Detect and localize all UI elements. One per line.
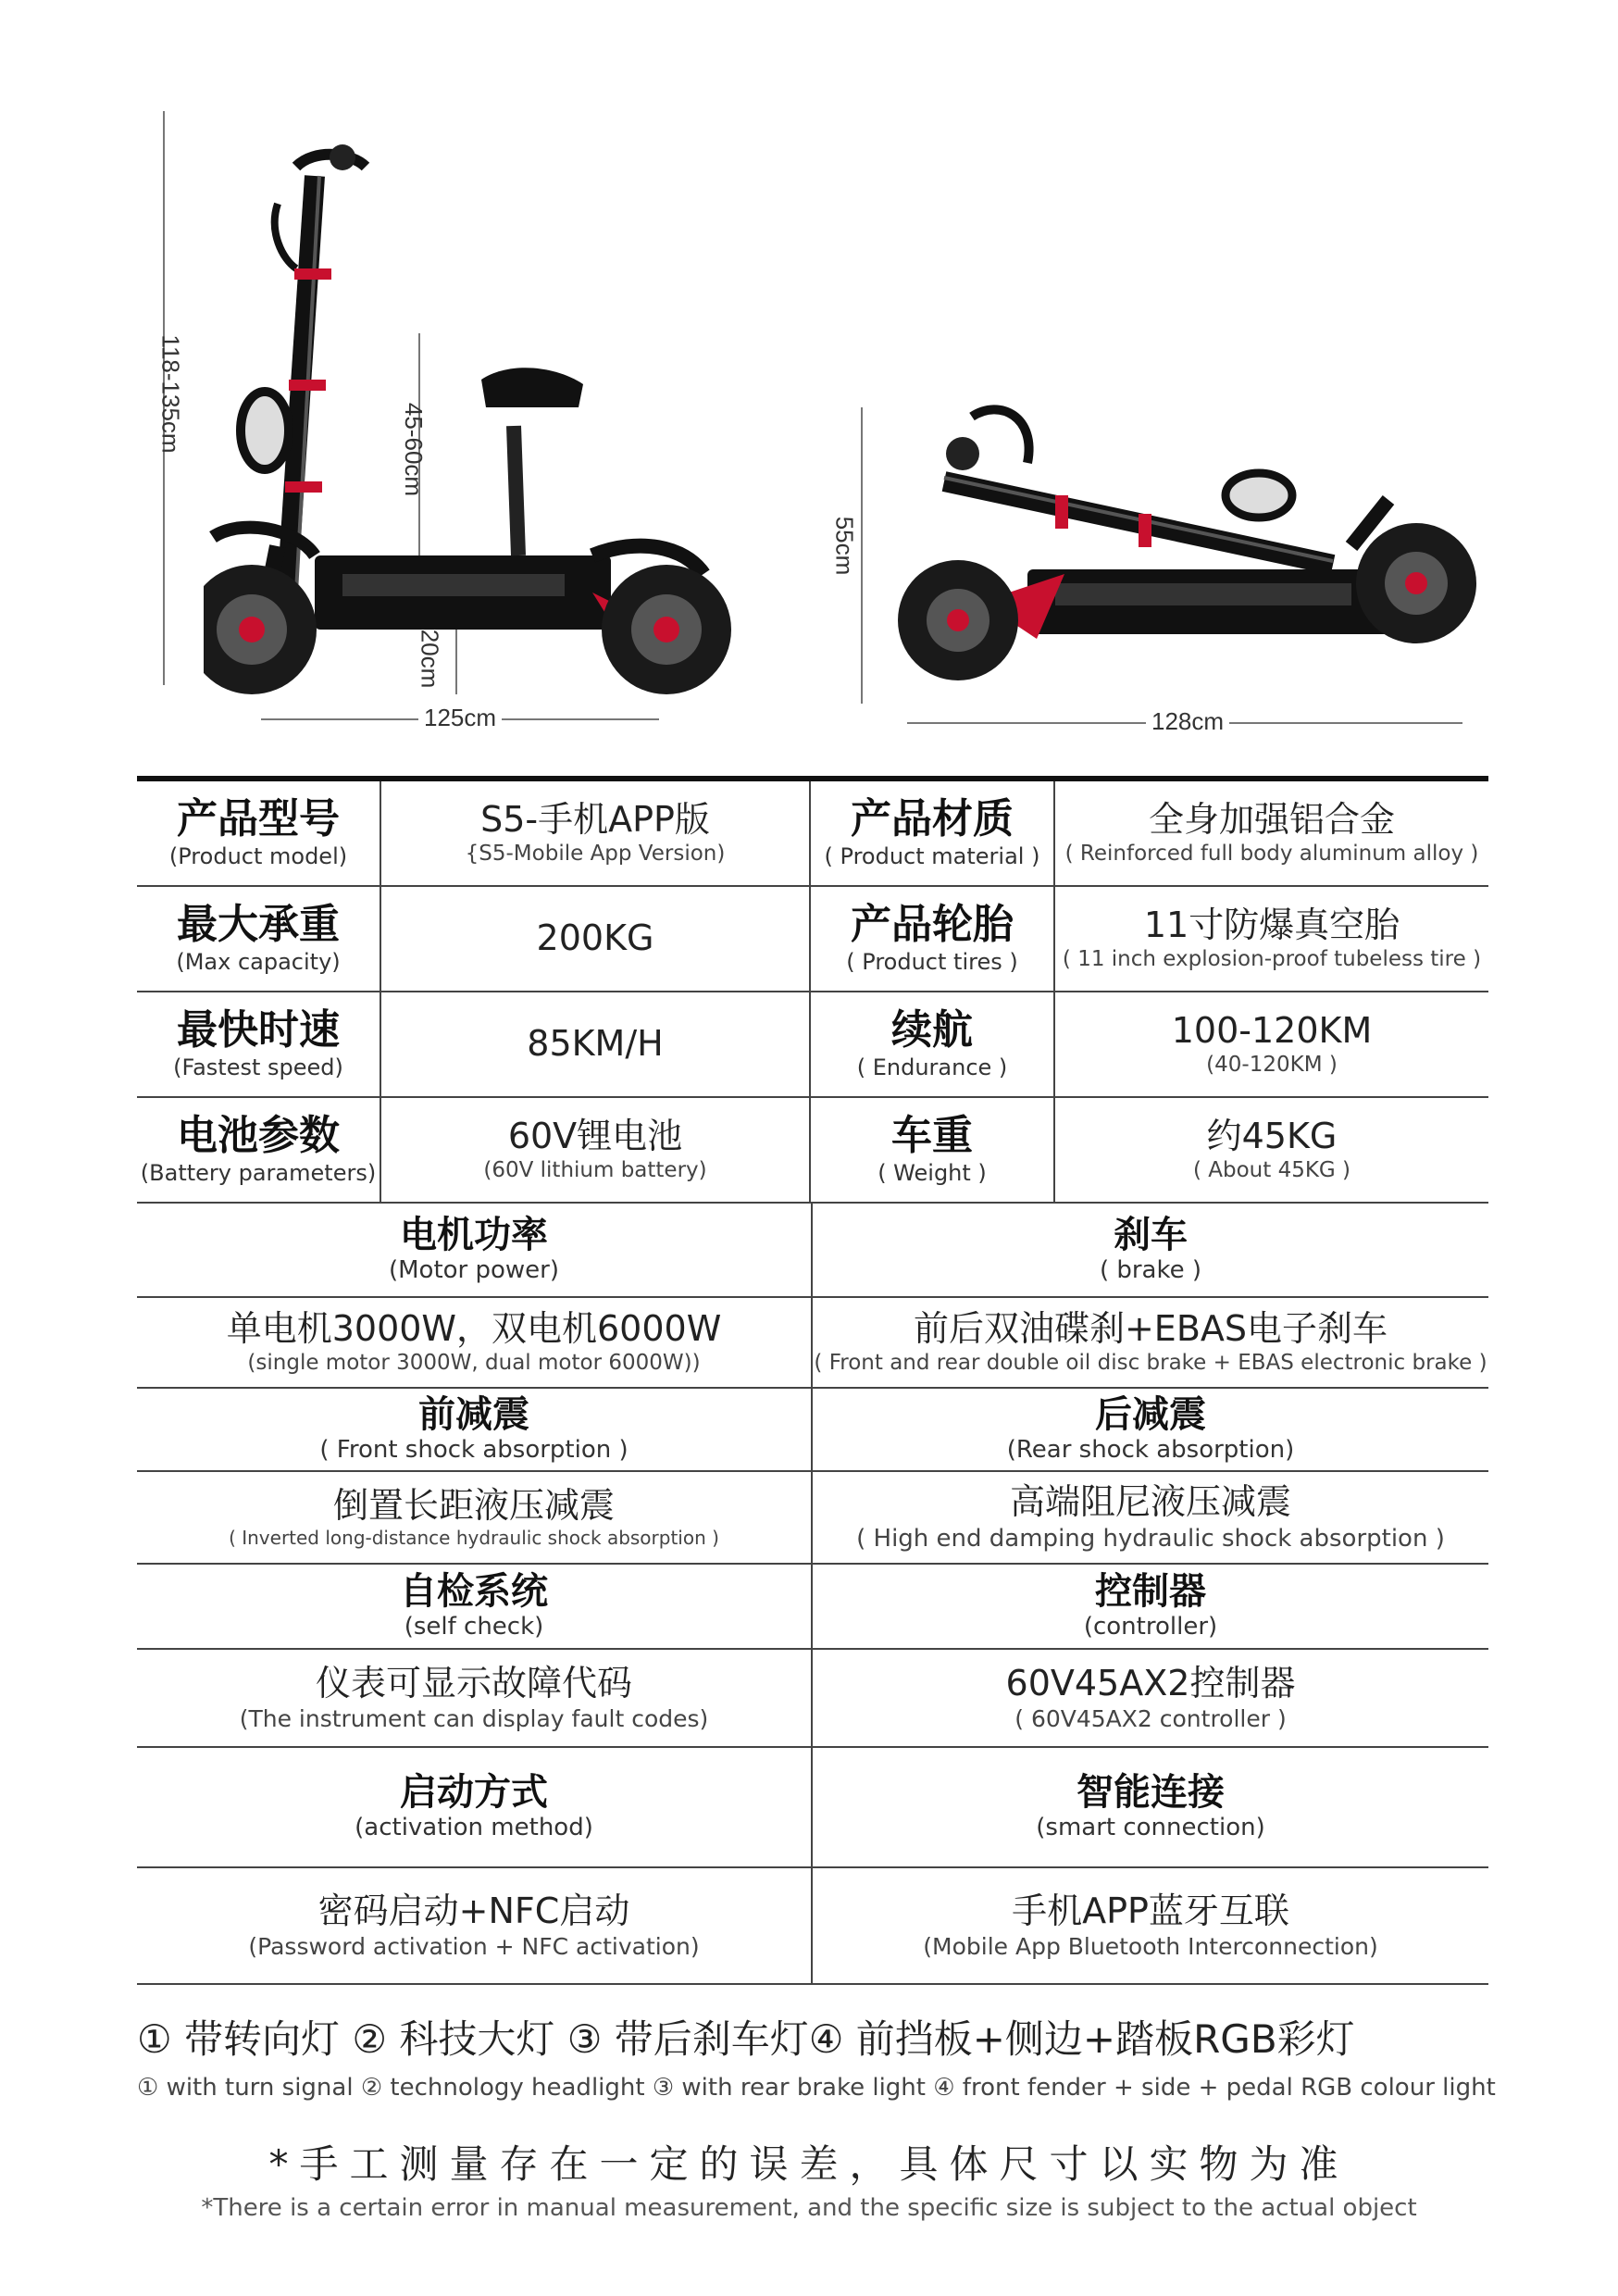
spec-label-cell [137,781,381,887]
spec-header-cell [813,1748,1488,1868]
spec-value-zh: 单电机3000W，双电机6000W [226,1307,722,1349]
spec-value-en: (Password activation + NFC activation) [248,1933,700,1961]
spec-header-cell [137,1204,813,1298]
spec-value-en: (60V lithium battery) [483,1158,707,1183]
spec-header-cell [137,1748,813,1868]
spec-value-en: (Mobile App Bluetooth Interconnection) [923,1933,1378,1961]
spec-value-zh: 全身加强铝合金 [1148,798,1395,840]
spec-value-cell [1055,781,1488,887]
features-zh: ① 带转向灯 ② 科技大灯 ③ 带后刹车灯④ 前挡板+侧边+踏板RGB彩灯 [137,2016,1355,2062]
spec-label-cell [137,887,381,992]
spec-value-en: (single motor 3000W, dual motor 6000W)) [247,1351,701,1376]
spec-label-cell [811,781,1055,887]
spec-label-cell [811,1098,1055,1204]
spec-value-zh: 100-120KM [1171,1009,1373,1051]
spec-label-en: (Rear shock absorption) [1006,1436,1295,1465]
product-illustration [0,0,1618,759]
spec-value-zh: 200KG [536,917,654,959]
spec-value-en: ( 11 inch explosion-proof tubeless tire ) [1062,947,1482,972]
spec-value-zh: 11寸防爆真空胎 [1143,904,1400,945]
scooter-unfolded-image [204,111,759,713]
length-dimension-label: 125cm [418,704,502,732]
spec-value-en: ( Front and rear double oil disc brake + EBAS electronic brake ) [814,1351,1487,1376]
disclaimer-en: *There is a certain error in manual measurement, and the specific size is subject to the actual object [201,2194,1417,2222]
spec-value-en: ( About 45KG ) [1192,1158,1351,1183]
spec-value-zh: S5-手机APP版 [480,798,710,840]
spec-label-zh: 启动方式 [400,1771,548,1815]
spec-value-cell [1055,1098,1488,1204]
spec-value-cell [381,887,811,992]
spec-table [137,776,1488,1985]
spec-value-cell [813,1868,1488,1985]
spec-label-zh: 后减震 [1095,1393,1206,1437]
spec-value-cell [137,1868,813,1985]
height-dimension-label: 118-135cm [156,334,185,454]
spec-value-cell [813,1472,1488,1565]
folded-length-dimension-label: 128cm [1146,707,1229,736]
spec-label-zh: 控制器 [1095,1570,1206,1614]
spec-header-cell [813,1389,1488,1472]
spec-value-en: (The instrument can display fault codes) [239,1705,709,1733]
spec-value-zh: 60V45AX2控制器 [1005,1662,1296,1703]
spec-label-en: ( brake ) [1099,1256,1202,1285]
spec-label-zh: 产品型号 [177,795,340,843]
spec-label-zh: 智能连接 [1077,1771,1225,1815]
spec-label-cell [137,1098,381,1204]
spec-label-en: (Motor power) [388,1256,560,1285]
spec-value-en: (40-120KM ) [1206,1053,1338,1078]
spec-value-zh: 高端阻尼液压减震 [1009,1480,1291,1522]
spec-value-en: {S5-Mobile App Version) [465,842,726,867]
spec-label-en: (Max capacity) [176,948,341,975]
spec-label-zh: 前减震 [418,1393,529,1437]
spec-value-zh: 手机APP蓝牙互联 [1012,1890,1289,1931]
spec-header-cell [813,1204,1488,1298]
spec-grid-bottom [137,1204,1488,1985]
spec-value-cell [813,1298,1488,1389]
spec-label-en: ( Endurance ) [856,1054,1008,1080]
folded-height-dimension-label: 55cm [830,516,859,576]
spec-label-en: (activation method) [355,1814,593,1842]
disclaimer-zh: *手工测量存在一定的误差，具体尺寸以实物为准 [268,2141,1350,2187]
spec-value-en: ( Reinforced full body aluminum alloy ) [1064,842,1479,867]
spec-label-zh: 刹车 [1114,1214,1188,1257]
spec-value-cell [137,1298,813,1389]
clearance-dimension-label: 20cm [416,629,444,689]
spec-value-cell [137,1650,813,1748]
spec-value-cell [381,781,811,887]
spec-value-cell [813,1650,1488,1748]
spec-value-cell [1055,887,1488,992]
spec-label-en: ( Product tires ) [846,948,1018,975]
spec-value-cell [381,1098,811,1204]
spec-header-cell [137,1389,813,1472]
spec-label-zh: 产品轮胎 [851,901,1014,949]
spec-label-zh: 电机功率 [400,1214,548,1257]
spec-value-en: ( High end damping hydraulic shock absorption ) [856,1524,1445,1553]
spec-label-cell [811,992,1055,1098]
spec-value-cell [1055,992,1488,1098]
spec-label-en: (self check) [404,1613,544,1641]
spec-value-zh: 倒置长距液压减震 [332,1484,615,1526]
spec-label-zh: 产品材质 [851,795,1014,843]
features-en: ① with turn signal ② technology headlight ③ with rear brake light ④ front fender + side + pedal RGB colour light [137,2074,1496,2102]
spec-value-en: ( 60V45AX2 controller ) [1014,1705,1287,1733]
spec-label-zh: 最快时速 [177,1006,340,1054]
spec-label-en: (Battery parameters) [140,1159,377,1186]
spec-label-zh: 最大承重 [177,901,340,949]
spec-label-en: (Product model) [168,842,348,869]
spec-value-en: ( Inverted long-distance hydraulic shock absorption ) [229,1527,719,1550]
spec-label-en: (Fastest speed) [173,1054,343,1080]
spec-label-zh: 续航 [891,1006,973,1054]
spec-label-en: (controller) [1083,1613,1218,1641]
spec-label-en: ( Product material ) [824,842,1040,869]
spec-label-en: ( Front shock absorption ) [319,1436,629,1465]
spec-value-cell [381,992,811,1098]
spec-header-cell [137,1565,813,1650]
spec-label-zh: 车重 [891,1112,973,1160]
spec-value-zh: 仪表可显示故障代码 [315,1662,632,1703]
seat-dimension-label: 45-60cm [400,402,429,497]
spec-grid-top [137,781,1488,1204]
spec-label-cell [811,887,1055,992]
spec-label-en: ( Weight ) [877,1159,987,1186]
spec-value-zh: 前后双油碟刹+EBAS电子刹车 [913,1307,1388,1349]
spec-value-zh: 60V锂电池 [507,1115,683,1156]
spec-value-cell [137,1472,813,1565]
scooter-folded-image [870,389,1500,704]
spec-label-en: (smart connection) [1036,1814,1265,1842]
spec-label-cell [137,992,381,1098]
spec-header-cell [813,1565,1488,1650]
spec-label-zh: 电池参数 [177,1112,340,1160]
folded-height-dimension-line [861,407,863,704]
spec-value-zh: 约45KG [1206,1115,1338,1156]
spec-value-zh: 85KM/H [527,1023,664,1065]
spec-value-zh: 密码启动+NFC启动 [317,1890,630,1931]
spec-label-zh: 自检系统 [400,1570,548,1614]
